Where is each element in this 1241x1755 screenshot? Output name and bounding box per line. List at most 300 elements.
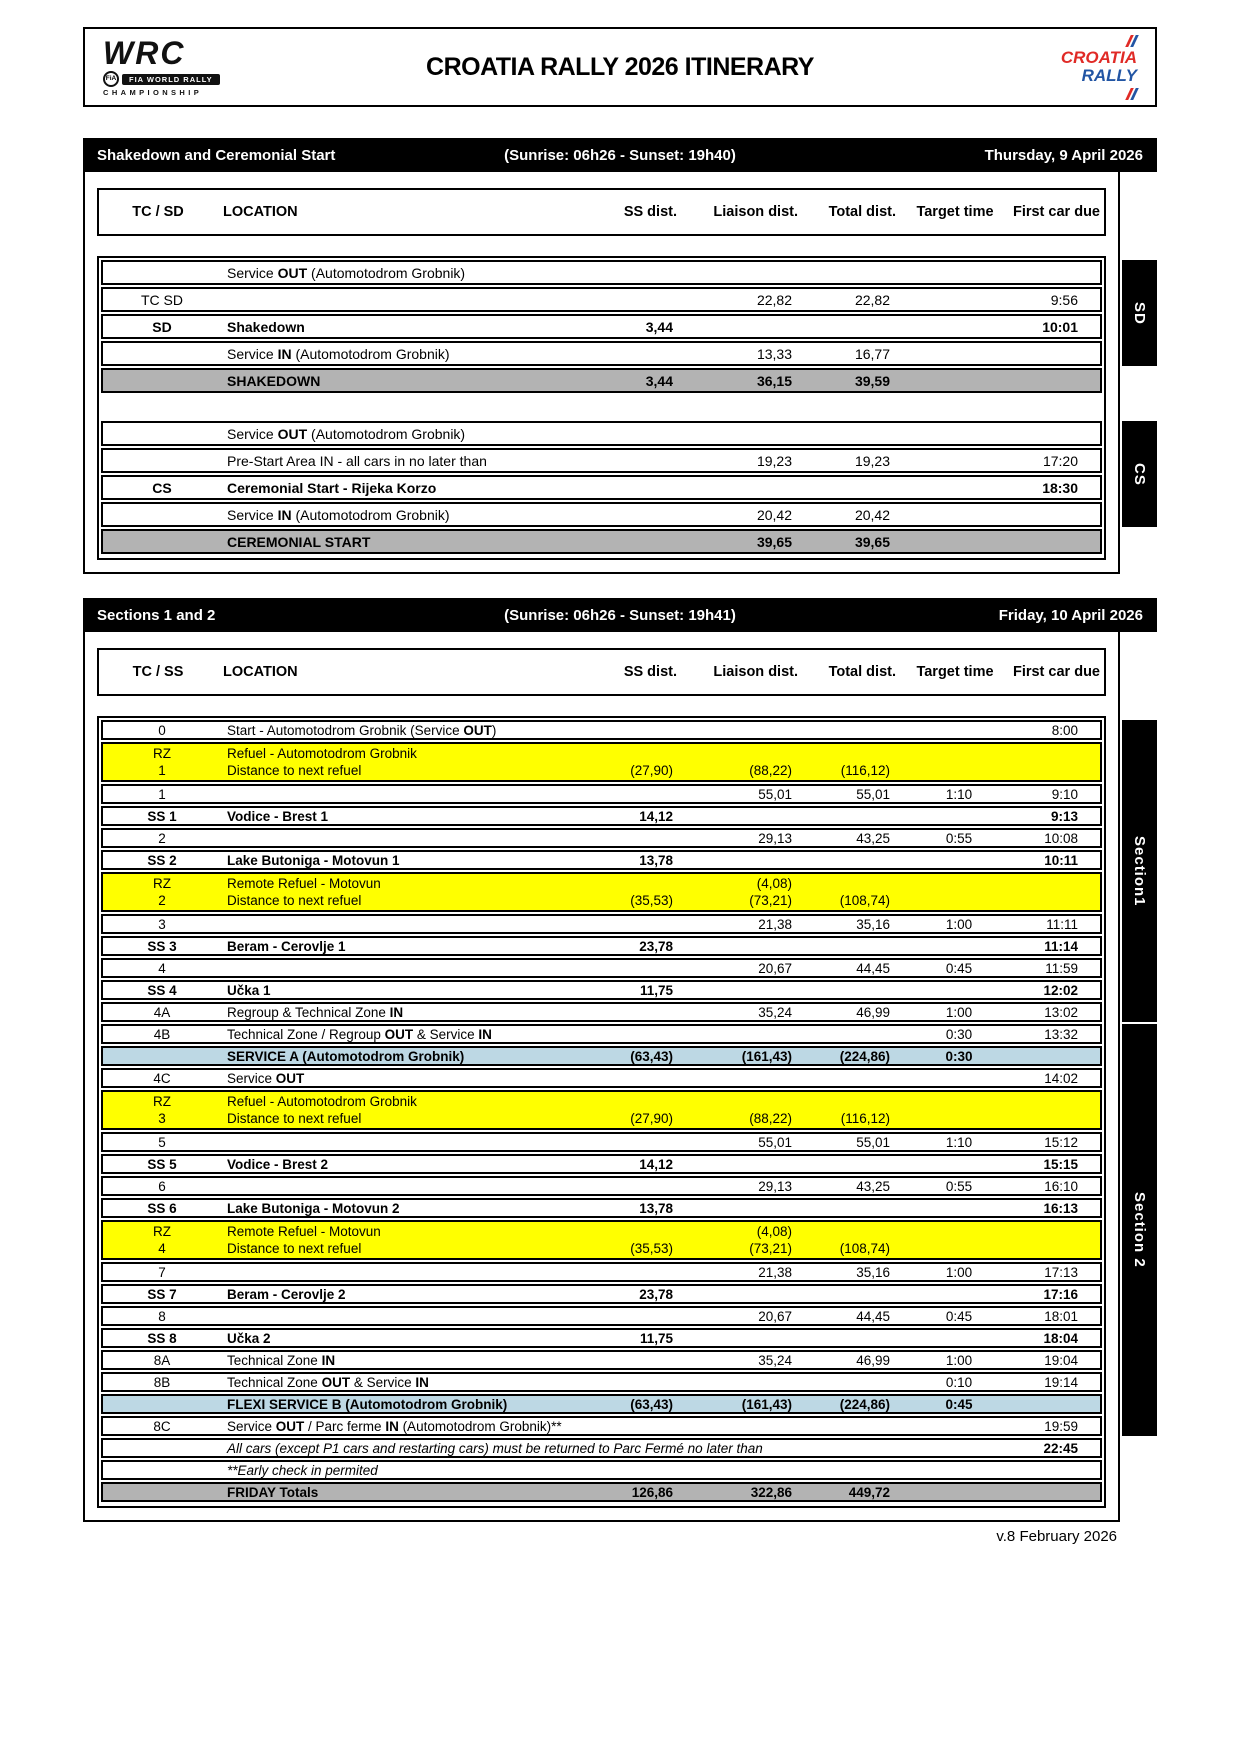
band-title: Shakedown and Ceremonial Start bbox=[97, 146, 336, 164]
stage-row bbox=[101, 1328, 1102, 1348]
cell-tc: 2 bbox=[158, 830, 166, 846]
cell-due: 9:56 bbox=[1050, 291, 1078, 308]
cell-tc: 0 bbox=[158, 722, 166, 738]
cell-tc: SS 7 bbox=[147, 1286, 177, 1302]
cell-due: 22:45 bbox=[1043, 1440, 1078, 1456]
text-segment: Service bbox=[227, 1070, 276, 1086]
cell-liaison: 19,23 bbox=[756, 452, 792, 469]
cell-total: 20,42 bbox=[854, 506, 890, 523]
side-tab-section-2 bbox=[1122, 1024, 1157, 1436]
cell-location: Vodice - Brest 1 bbox=[227, 808, 329, 824]
note-row bbox=[101, 1460, 1102, 1480]
cell-tc: SS 4 bbox=[147, 982, 177, 998]
document-header bbox=[83, 27, 1157, 107]
band-sunrise-sunset: (Sunrise: 06h26 - Sunset: 19h40) bbox=[504, 146, 736, 164]
croatia-logo-text2: RALLY bbox=[1081, 66, 1137, 85]
cell-due: 15:12 bbox=[1044, 1134, 1078, 1150]
cell-target: 1:10 bbox=[945, 1134, 973, 1150]
text-segment: Start - Automotodrom Grobnik (Service bbox=[227, 722, 464, 738]
cell-liaison: 21,38 bbox=[758, 1264, 792, 1280]
cell-location: Shakedown bbox=[227, 318, 305, 335]
text-segment: (Automotodrom Grobnik) bbox=[291, 506, 450, 523]
refuel-zone-row bbox=[101, 742, 1102, 782]
cell-location: Pre-Start Area IN - all cars in no later than bbox=[227, 452, 487, 469]
cell-location: Distance to next refuel bbox=[227, 1111, 362, 1126]
cell-tc: 1 bbox=[158, 763, 166, 778]
side-tab-cs bbox=[1122, 421, 1157, 527]
text-segment: Technical Zone bbox=[227, 1374, 322, 1390]
band-title: Sections 1 and 2 bbox=[97, 606, 216, 624]
text-segment: OUT bbox=[321, 1374, 351, 1390]
text-segment: OUT bbox=[275, 1070, 305, 1086]
cell-due: 13:02 bbox=[1044, 1004, 1078, 1020]
cell-target: 0:45 bbox=[945, 1396, 973, 1412]
column-header-first-car-due: First car due bbox=[1012, 204, 1100, 220]
cell-tc: SS 2 bbox=[147, 852, 177, 868]
version-label: v.8 February 2026 bbox=[996, 1528, 1117, 1545]
normal-row bbox=[101, 1176, 1102, 1196]
cell-liaison: 322,86 bbox=[750, 1484, 792, 1500]
column-headers bbox=[97, 648, 1106, 696]
cell-liaison: 35,24 bbox=[758, 1004, 792, 1020]
cell-target: 1:00 bbox=[945, 1004, 973, 1020]
band-date: Thursday, 9 April 2026 bbox=[984, 146, 1143, 164]
cell-tc: 4 bbox=[158, 1241, 166, 1256]
stage-row bbox=[101, 1154, 1102, 1174]
cell-location: SERVICE A (Automotodrom Grobnik) bbox=[227, 1048, 465, 1064]
cell-total: 55,01 bbox=[856, 1134, 890, 1150]
table-frame bbox=[83, 172, 1120, 574]
column-header-target-time: Target time bbox=[916, 664, 994, 680]
text-segment: (Automotodrom Grobnik) bbox=[307, 425, 466, 442]
cell-ss: (35,53) bbox=[630, 1241, 673, 1256]
cell-target: 1:00 bbox=[945, 1352, 973, 1368]
cell-due: 19:14 bbox=[1044, 1374, 1078, 1390]
cell-location: Refuel - Automotodrom Grobnik bbox=[227, 746, 417, 761]
shakedown-ceremonial-table bbox=[83, 138, 1157, 574]
cell-total: 16,77 bbox=[854, 345, 890, 362]
cell-tc: 4C bbox=[153, 1070, 171, 1086]
cell-ss: 11,75 bbox=[639, 982, 673, 998]
cell-liaison: (73,21) bbox=[749, 893, 792, 908]
cell-ss: 14,12 bbox=[639, 1156, 673, 1172]
cell-tc: SS 6 bbox=[147, 1200, 177, 1216]
cell-tc: RZ bbox=[153, 1224, 171, 1239]
table-title-band bbox=[83, 138, 1157, 172]
side-tab-label: CS bbox=[1131, 462, 1148, 486]
stage-row bbox=[101, 980, 1102, 1000]
cell-tc: RZ bbox=[153, 1094, 171, 1109]
cell-due: 11:14 bbox=[1044, 938, 1078, 954]
cell-liaison: (161,43) bbox=[741, 1396, 792, 1412]
cell-liaison: 39,65 bbox=[756, 533, 792, 550]
side-tab-sd bbox=[1122, 260, 1157, 366]
cell-tc: 1 bbox=[158, 786, 166, 802]
cell-target: 1:00 bbox=[945, 916, 973, 932]
cell-tc: 6 bbox=[158, 1178, 166, 1194]
cell-due: 10:08 bbox=[1044, 830, 1078, 846]
table-row bbox=[103, 892, 1100, 909]
cell-tc: 8C bbox=[153, 1418, 171, 1434]
cell-target: 0:10 bbox=[945, 1374, 973, 1390]
cell-location: Vodice - Brest 2 bbox=[227, 1156, 329, 1172]
normal-row bbox=[101, 1262, 1102, 1282]
table-row bbox=[103, 1093, 1100, 1110]
cell-liaison: 13,33 bbox=[756, 345, 792, 362]
column-header-total-dist: Total dist. bbox=[828, 664, 896, 680]
cell-location: Refuel - Automotodrom Grobnik bbox=[227, 1094, 417, 1109]
text-segment: OUT bbox=[463, 722, 492, 738]
cell-total: 35,16 bbox=[856, 1264, 890, 1280]
cell-location bbox=[221, 1353, 589, 1368]
cell-location: Remote Refuel - Motovun bbox=[227, 1224, 381, 1239]
cell-total: (116,12) bbox=[840, 763, 890, 778]
normal-row bbox=[101, 1306, 1102, 1326]
cell-location bbox=[221, 1071, 589, 1086]
cell-location: Beram - Cerovlje 2 bbox=[227, 1286, 346, 1302]
cell-location: Učka 1 bbox=[227, 982, 271, 998]
cell-target: 0:30 bbox=[945, 1048, 973, 1064]
cell-due: 11:59 bbox=[1045, 960, 1078, 976]
text-segment: & Service bbox=[350, 1374, 416, 1390]
cell-tc: 2 bbox=[158, 893, 166, 908]
normal-row bbox=[101, 914, 1102, 934]
cell-tc: 4A bbox=[153, 1004, 171, 1020]
cell-liaison: 21,38 bbox=[758, 916, 792, 932]
cell-total: 44,45 bbox=[856, 960, 890, 976]
normal-row bbox=[101, 1068, 1102, 1088]
text-segment: IN bbox=[385, 1418, 399, 1434]
side-tab-label: Section1 bbox=[1131, 835, 1148, 907]
cell-location: CEREMONIAL START bbox=[227, 533, 371, 550]
table-row bbox=[103, 745, 1100, 762]
sections-1-2-table bbox=[83, 598, 1157, 1522]
text-segment: / Parc ferme bbox=[304, 1418, 386, 1434]
spacer-row bbox=[101, 395, 1102, 419]
normal-row bbox=[101, 784, 1102, 804]
wrc-logo-subline bbox=[103, 71, 220, 87]
cell-total: 46,99 bbox=[856, 1352, 890, 1368]
cell-total: 39,65 bbox=[854, 533, 890, 550]
wrc-logo-pill: FIA WORLD RALLY bbox=[122, 74, 220, 86]
cell-location bbox=[221, 346, 589, 362]
cell-location bbox=[221, 723, 589, 738]
cell-total: 39,59 bbox=[854, 372, 890, 389]
cell-ss: (35,53) bbox=[630, 893, 673, 908]
text-segment: Service bbox=[227, 506, 278, 523]
cell-location bbox=[221, 1419, 589, 1434]
cell-location bbox=[221, 1005, 589, 1020]
cell-total: 449,72 bbox=[848, 1484, 890, 1500]
stage-row bbox=[101, 806, 1102, 826]
cell-total: (108,74) bbox=[839, 1241, 890, 1256]
cell-ss: 23,78 bbox=[639, 1286, 673, 1302]
stage-row bbox=[101, 1284, 1102, 1304]
text-segment: OUT bbox=[277, 264, 308, 281]
cell-due: 10:01 bbox=[1042, 318, 1078, 335]
table-row bbox=[103, 1223, 1100, 1240]
normal-row bbox=[101, 341, 1102, 366]
cell-tc: 8 bbox=[158, 1308, 166, 1324]
normal-row bbox=[101, 720, 1102, 740]
cell-liaison: 20,42 bbox=[756, 506, 792, 523]
cell-location: SHAKEDOWN bbox=[227, 372, 321, 389]
band-sunrise-sunset: (Sunrise: 06h26 - Sunset: 19h41) bbox=[504, 606, 736, 624]
cell-due: 19:59 bbox=[1044, 1418, 1078, 1434]
cell-location bbox=[221, 426, 589, 442]
cell-total: 22,82 bbox=[854, 291, 890, 308]
cell-liaison: 20,67 bbox=[758, 960, 792, 976]
cell-tc: SD bbox=[152, 318, 172, 335]
cell-due: 15:15 bbox=[1043, 1156, 1078, 1172]
table-row bbox=[103, 1110, 1100, 1127]
band-date: Friday, 10 April 2026 bbox=[998, 606, 1143, 624]
cell-tc: CS bbox=[152, 479, 172, 496]
cell-due: 12:02 bbox=[1043, 982, 1078, 998]
table-title-band bbox=[83, 598, 1157, 632]
cell-ss: 3,44 bbox=[645, 318, 673, 335]
gray-row bbox=[101, 368, 1102, 393]
normal-row bbox=[101, 448, 1102, 473]
table-row bbox=[103, 762, 1100, 779]
cell-liaison: (73,21) bbox=[749, 1241, 792, 1256]
cell-ss: (27,90) bbox=[630, 1111, 673, 1126]
cell-tc: RZ bbox=[153, 876, 171, 891]
cell-total: (224,86) bbox=[839, 1048, 890, 1064]
cell-location bbox=[221, 1027, 589, 1042]
cell-due: 17:13 bbox=[1044, 1264, 1078, 1280]
normal-row bbox=[101, 287, 1102, 312]
cell-location: Ceremonial Start - Rijeka Korzo bbox=[227, 479, 437, 496]
column-header-total-dist: Total dist. bbox=[828, 204, 896, 220]
text-segment: Technical Zone / Regroup bbox=[227, 1026, 385, 1042]
cell-due: 9:10 bbox=[1051, 786, 1078, 802]
cell-liaison: 29,13 bbox=[758, 1178, 792, 1194]
cell-tc: SS 8 bbox=[147, 1330, 177, 1346]
cell-location: **Early check in permited bbox=[227, 1462, 378, 1478]
cell-total: 55,01 bbox=[856, 786, 890, 802]
cell-target: 0:30 bbox=[945, 1026, 973, 1042]
cell-total: 44,45 bbox=[856, 1308, 890, 1324]
text-segment: Technical Zone bbox=[227, 1352, 322, 1368]
text-segment: Service bbox=[227, 425, 278, 442]
cell-ss: 126,86 bbox=[631, 1484, 673, 1500]
normal-row bbox=[101, 1132, 1102, 1152]
cell-ss: 11,75 bbox=[639, 1330, 673, 1346]
cell-tc: 4 bbox=[158, 960, 166, 976]
cell-location bbox=[221, 507, 589, 523]
cell-location: Učka 2 bbox=[227, 1330, 271, 1346]
cell-ss: (63,43) bbox=[630, 1048, 673, 1064]
table-body bbox=[97, 716, 1106, 1508]
column-header-tc-ss: TC / SS bbox=[132, 664, 184, 680]
normal-row bbox=[101, 1372, 1102, 1392]
croatia-logo-line1 bbox=[1061, 31, 1137, 67]
refuel-zone-row bbox=[101, 1090, 1102, 1130]
refuel-zone-row bbox=[101, 872, 1102, 912]
cell-location: Distance to next refuel bbox=[227, 893, 362, 908]
cell-location: Lake Butoniga - Motovun 1 bbox=[227, 852, 400, 868]
cell-ss: 14,12 bbox=[639, 808, 673, 824]
cell-total: (224,86) bbox=[839, 1396, 890, 1412]
gray-row bbox=[101, 529, 1102, 554]
cell-location: FLEXI SERVICE B (Automotodrom Grobnik) bbox=[227, 1396, 508, 1412]
cell-tc: SS 5 bbox=[147, 1156, 177, 1172]
cell-tc: 3 bbox=[158, 1111, 166, 1126]
page-title: CROATIA RALLY 2026 ITINERARY bbox=[426, 52, 814, 81]
text-segment: IN bbox=[478, 1026, 492, 1042]
column-header-location: LOCATION bbox=[223, 204, 298, 220]
text-segment: IN bbox=[277, 345, 292, 362]
normal-row bbox=[101, 1350, 1102, 1370]
cell-tc: 7 bbox=[158, 1264, 166, 1280]
cell-due: 18:30 bbox=[1042, 479, 1078, 496]
text-segment: OUT bbox=[277, 425, 308, 442]
cell-tc: SS 1 bbox=[147, 808, 177, 824]
cell-due: 13:32 bbox=[1044, 1026, 1078, 1042]
cell-due: 16:10 bbox=[1044, 1178, 1078, 1194]
cell-tc: 8B bbox=[153, 1374, 171, 1390]
column-header-tc-sd: TC / SD bbox=[132, 204, 184, 220]
cell-due: 16:13 bbox=[1043, 1200, 1078, 1216]
cell-location: Distance to next refuel bbox=[227, 1241, 362, 1256]
croatia-logo-line2 bbox=[1061, 67, 1137, 103]
wrc-logo-word: WRC bbox=[103, 35, 186, 72]
cell-total: 46,99 bbox=[856, 1004, 890, 1020]
cell-liaison: 55,01 bbox=[758, 1134, 792, 1150]
table-row bbox=[103, 875, 1100, 892]
text-segment: IN bbox=[321, 1352, 336, 1368]
normal-row bbox=[101, 421, 1102, 446]
side-tab-label: Section 2 bbox=[1131, 1192, 1148, 1268]
cell-due: 9:13 bbox=[1050, 808, 1078, 824]
stage-row bbox=[101, 314, 1102, 339]
cell-due: 18:04 bbox=[1043, 1330, 1078, 1346]
cell-total: (116,12) bbox=[840, 1111, 890, 1126]
blue-row bbox=[101, 1046, 1102, 1066]
stage-row bbox=[101, 936, 1102, 956]
column-header-ss-dist: SS dist. bbox=[623, 204, 677, 220]
normal-row bbox=[101, 1024, 1102, 1044]
table-frame bbox=[83, 632, 1120, 1522]
text-segment: Service bbox=[227, 264, 278, 281]
cell-location: Distance to next refuel bbox=[227, 763, 362, 778]
column-headers bbox=[97, 188, 1106, 236]
cell-ss: 13,78 bbox=[639, 1200, 673, 1216]
text-segment: (Automotodrom Grobnik) bbox=[291, 345, 450, 362]
cell-liaison: (4,08) bbox=[756, 876, 792, 891]
stage-row bbox=[101, 1198, 1102, 1218]
croatia-rally-logo bbox=[1061, 31, 1137, 102]
wrc-logo-championship: CHAMPIONSHIP bbox=[103, 88, 203, 98]
text-segment: Service bbox=[227, 1418, 276, 1434]
cell-liaison: (4,08) bbox=[756, 1224, 792, 1239]
stage-row bbox=[101, 850, 1102, 870]
cell-due: 10:11 bbox=[1044, 852, 1078, 868]
cell-due: 8:00 bbox=[1051, 722, 1078, 738]
refuel-zone-row bbox=[101, 1220, 1102, 1260]
normal-row bbox=[101, 828, 1102, 848]
normal-row bbox=[101, 260, 1102, 285]
cell-location: Beram - Cerovlje 1 bbox=[227, 938, 346, 954]
cell-due: 17:20 bbox=[1042, 452, 1078, 469]
cell-liaison: 55,01 bbox=[758, 786, 792, 802]
cell-location bbox=[221, 265, 589, 281]
cell-target: 0:55 bbox=[945, 830, 973, 846]
cell-liaison: 35,24 bbox=[758, 1352, 792, 1368]
text-segment: & Service bbox=[413, 1026, 479, 1042]
cell-location: Remote Refuel - Motovun bbox=[227, 876, 381, 891]
cell-ss: 3,44 bbox=[645, 372, 673, 389]
text-segment: (Automotodrom Grobnik) bbox=[307, 264, 466, 281]
cell-liaison: (88,22) bbox=[749, 1111, 792, 1126]
text-segment: ) bbox=[491, 722, 497, 738]
column-header-liaison-dist: Liaison dist. bbox=[713, 204, 798, 220]
cell-target: 0:55 bbox=[945, 1178, 973, 1194]
cell-liaison: 20,67 bbox=[758, 1308, 792, 1324]
side-tab-section1 bbox=[1122, 720, 1157, 1022]
text-segment: (Automotodrom Grobnik)** bbox=[398, 1418, 562, 1434]
blue-row bbox=[101, 1394, 1102, 1414]
cell-tc: TC SD bbox=[141, 291, 183, 308]
column-header-liaison-dist: Liaison dist. bbox=[713, 664, 798, 680]
cell-tc: RZ bbox=[153, 746, 171, 761]
cell-tc: 3 bbox=[158, 916, 166, 932]
column-header-location: LOCATION bbox=[223, 664, 298, 680]
cell-liaison: 36,15 bbox=[756, 372, 792, 389]
side-tab-label: SD bbox=[1131, 301, 1148, 325]
cell-target: 1:00 bbox=[945, 1264, 973, 1280]
cell-due: 11:11 bbox=[1046, 916, 1078, 932]
cell-location: Lake Butoniga - Motovun 2 bbox=[227, 1200, 400, 1216]
cell-total: 43,25 bbox=[856, 1178, 890, 1194]
cell-ss: 13,78 bbox=[639, 852, 673, 868]
cell-liaison: 22,82 bbox=[756, 291, 792, 308]
text-segment: IN bbox=[277, 506, 292, 523]
normal-row bbox=[101, 958, 1102, 978]
cell-due: 18:01 bbox=[1044, 1308, 1078, 1324]
table-row bbox=[103, 1240, 1100, 1257]
cell-target: 0:45 bbox=[945, 960, 973, 976]
cell-total: 43,25 bbox=[856, 830, 890, 846]
normal-row bbox=[101, 1002, 1102, 1022]
stage-row bbox=[101, 475, 1102, 500]
cell-due: 19:04 bbox=[1044, 1352, 1078, 1368]
normal-row bbox=[101, 1416, 1102, 1436]
cell-total: (108,74) bbox=[839, 893, 890, 908]
croatia-logo-text1: CROATIA bbox=[1060, 48, 1137, 68]
normal-row bbox=[101, 502, 1102, 527]
cell-location bbox=[221, 1375, 589, 1390]
cell-tc: 8A bbox=[153, 1352, 171, 1368]
note-row bbox=[101, 1438, 1102, 1458]
cell-tc: 4B bbox=[153, 1026, 171, 1042]
column-header-ss-dist: SS dist. bbox=[623, 664, 677, 680]
cell-total: 19,23 bbox=[854, 452, 890, 469]
table-body bbox=[97, 256, 1106, 560]
cell-location: All cars (except P1 cars and restarting cars) must be returned to Parc Fermé no later than bbox=[227, 1440, 763, 1456]
cell-tc: 5 bbox=[158, 1134, 166, 1150]
text-segment: IN bbox=[389, 1004, 404, 1020]
cell-target: 1:10 bbox=[945, 786, 973, 802]
cell-location: FRIDAY Totals bbox=[227, 1484, 319, 1500]
cell-due: 17:16 bbox=[1043, 1286, 1078, 1302]
cell-liaison: 29,13 bbox=[758, 830, 792, 846]
cell-ss: 23,78 bbox=[639, 938, 673, 954]
cell-target: 0:45 bbox=[945, 1308, 973, 1324]
cell-tc: SS 3 bbox=[147, 938, 177, 954]
text-segment: Service bbox=[227, 345, 278, 362]
